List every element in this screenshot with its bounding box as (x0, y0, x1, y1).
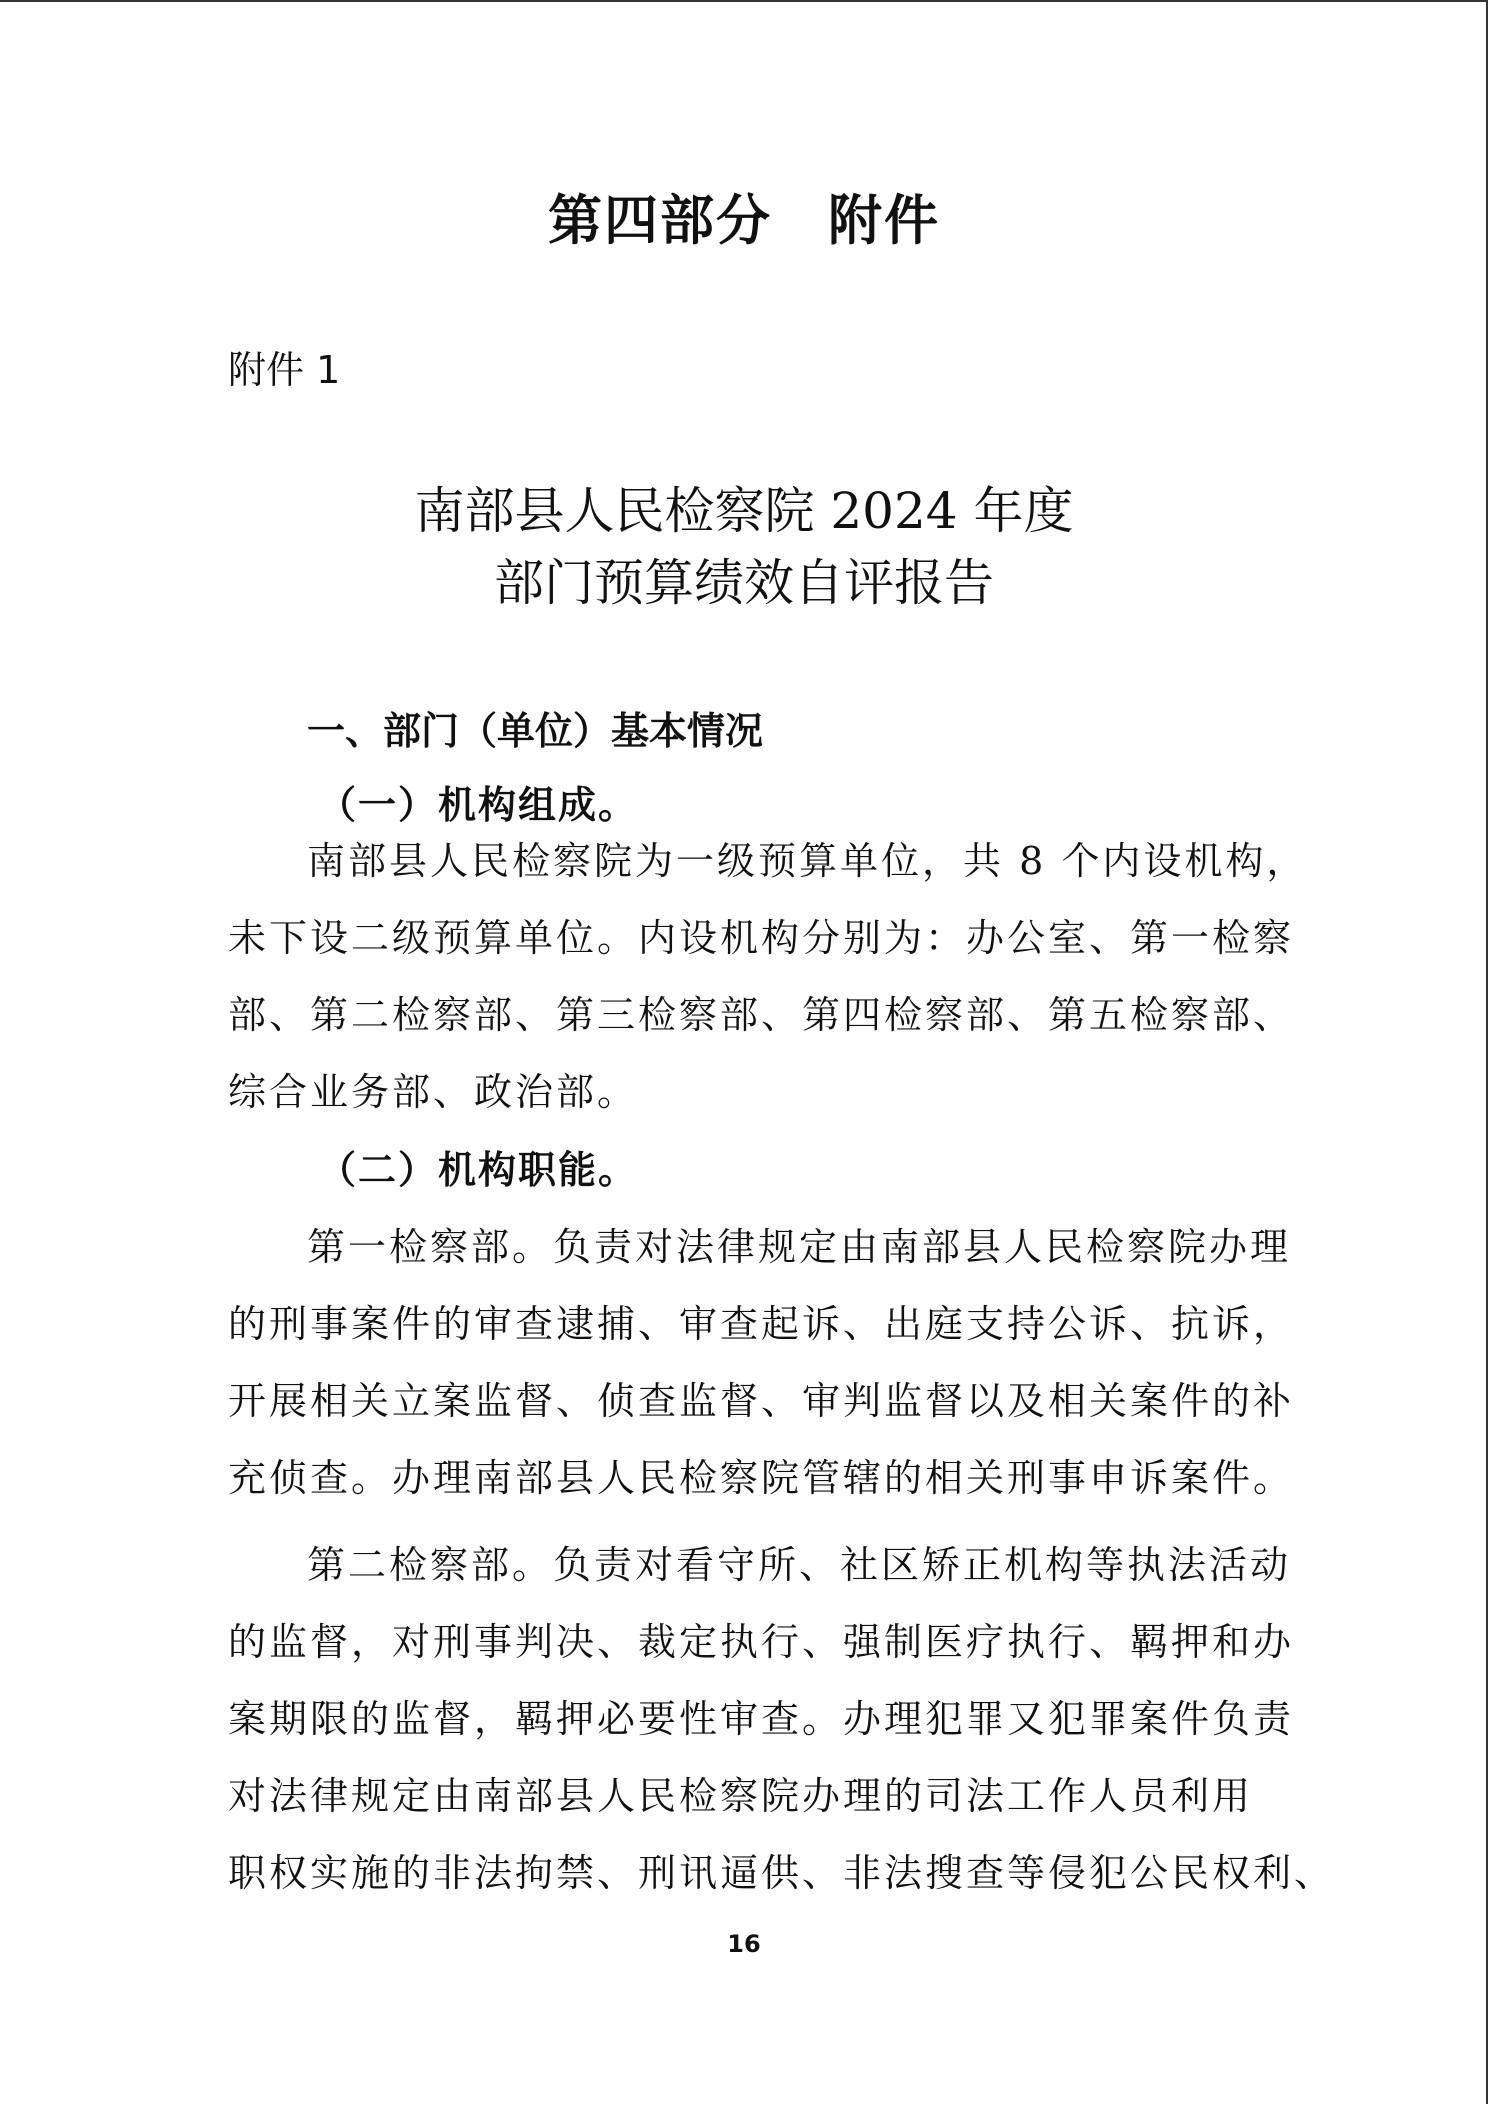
paragraph-line: 案期限的监督，羁押必要性审查。办理犯罪又犯罪案件负责 (228, 1697, 1295, 1741)
paragraph-line: 充侦查。办理南部县人民检察院管辖的相关刑事申诉案件。 (228, 1456, 1295, 1500)
paragraph-line: 开展相关立案监督、侦查监督、审判监督以及相关案件的补 (228, 1379, 1295, 1423)
paragraph-line: 第一检察部。负责对法律规定由南部县人民检察院办理 (307, 1225, 1292, 1269)
paragraph-line: 的刑事案件的审查逮捕、审查起诉、出庭支持公诉、抗诉， (228, 1302, 1295, 1346)
paragraph-line: 对法律规定由南部县人民检察院办理的司法工作人员利用 (228, 1774, 1254, 1818)
paragraph-line: 南部县人民检察院为一级预算单位，共 8 个内设机构， (307, 839, 1308, 883)
report-title-line-1: 南部县人民检察院 2024 年度 (414, 482, 1074, 540)
subsection-heading: （二）机构职能。 (318, 1148, 639, 1192)
paragraph-line: 未下设二级预算单位。内设机构分别为：办公室、第一检察 (228, 916, 1295, 960)
paragraph-line: 部、第二检察部、第三检察部、第四检察部、第五检察部、 (228, 993, 1295, 1037)
report-title-line-2: 部门预算绩效自评报告 (494, 554, 994, 612)
paragraph-line: 综合业务部、政治部。 (228, 1070, 639, 1114)
attachment-label: 附件 1 (228, 348, 341, 392)
page-border-top (0, 0, 1488, 2)
page-number: 16 (727, 1930, 761, 1958)
subsection-heading: （一）机构组成。 (318, 783, 639, 827)
paragraph-line: 职权实施的非法拘禁、刑讯逼供、非法搜查等侵犯公民权利、 (228, 1851, 1336, 1895)
paragraph-line: 的监督，对刑事判决、裁定执行、强制医疗执行、羁押和办 (228, 1620, 1295, 1664)
part-title: 第四部分 附件 (548, 189, 940, 252)
section-heading: 一、部门（单位）基本情况 (307, 709, 764, 753)
paragraph-line: 第二检察部。负责对看守所、社区矫正机构等执法活动 (307, 1543, 1292, 1587)
